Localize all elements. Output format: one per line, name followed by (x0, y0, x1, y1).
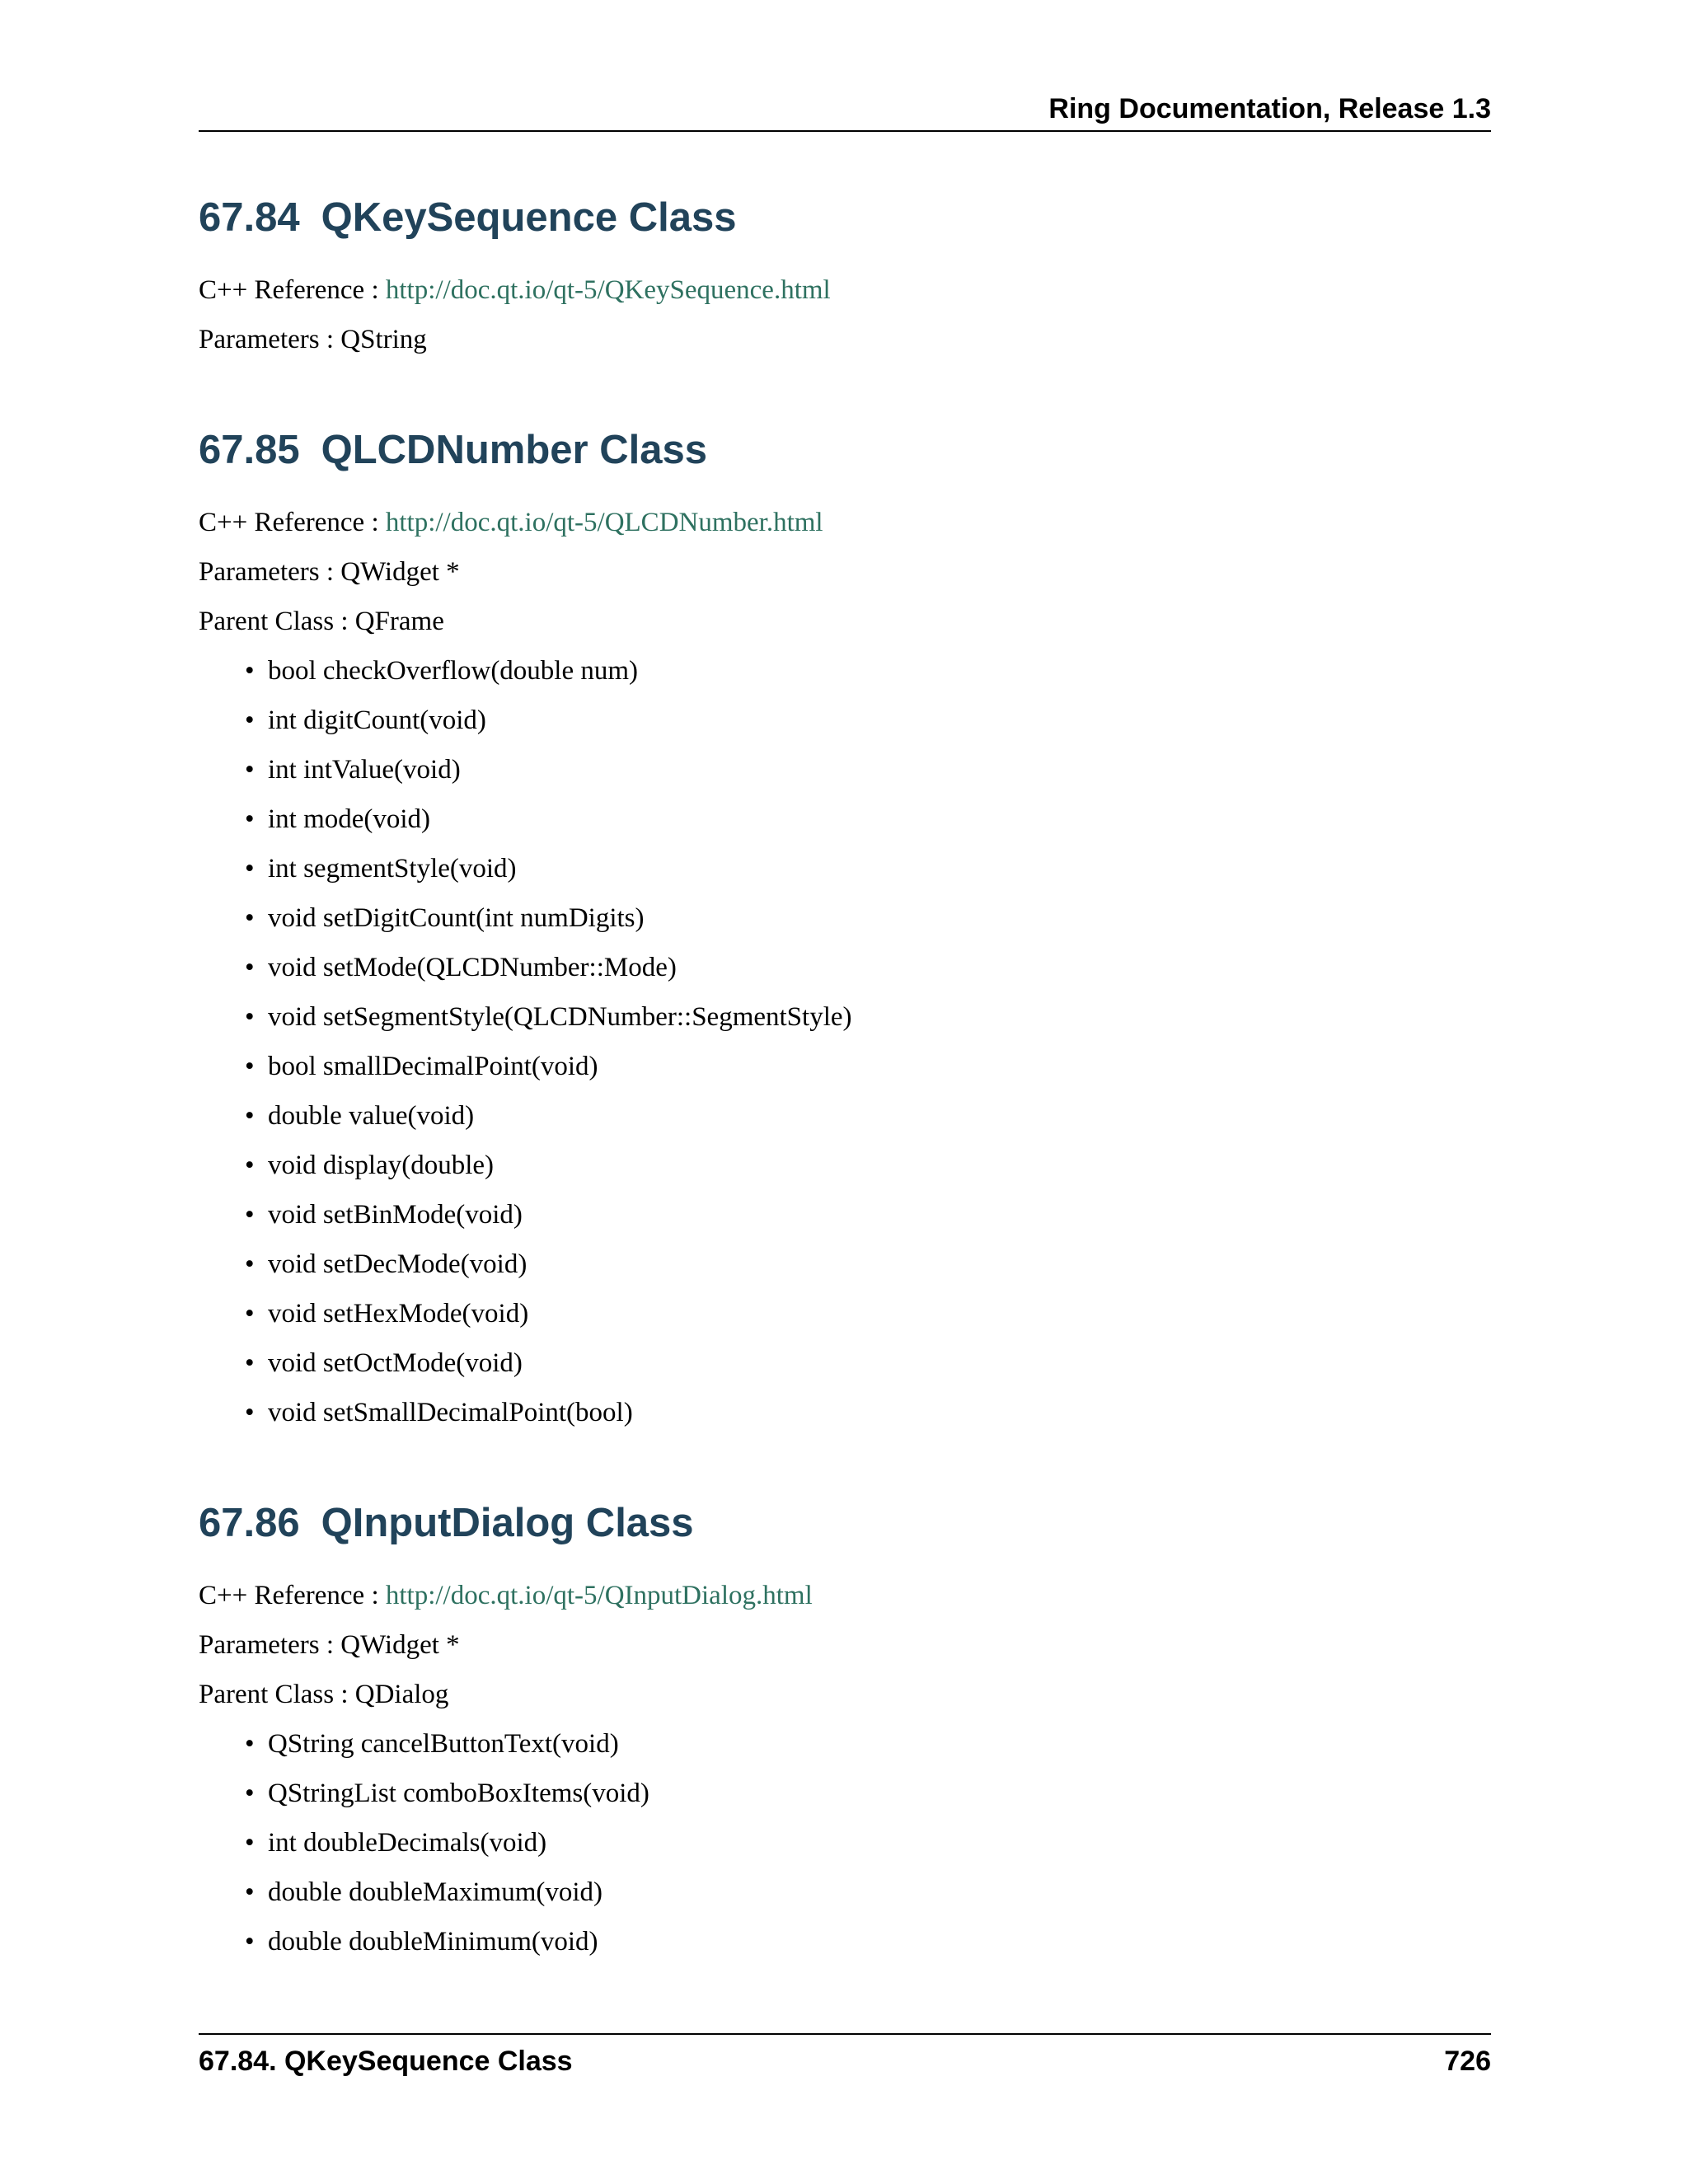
method-item (199, 902, 1491, 935)
reference-link[interactable]: http://doc.qt.io/qt-5/QKeySequence.html (385, 275, 831, 305)
bullet-icon: • (245, 1729, 255, 1759)
bullet-icon: • (245, 1779, 255, 1808)
parent-class-line: Parent Class : QFrame (199, 607, 444, 636)
method-item (199, 1198, 1491, 1231)
method-signature: void setSmallDecimalPoint(bool) (268, 1398, 633, 1427)
method-signature: QStringList comboBoxItems(void) (268, 1779, 649, 1808)
method-signature: int intValue(void) (268, 755, 461, 785)
method-item (199, 803, 1491, 836)
method-signature: int doubleDecimals(void) (268, 1828, 547, 1858)
bullet-icon: • (245, 1299, 255, 1329)
section-number: 67.85 (199, 428, 300, 472)
bullet-icon: • (245, 705, 255, 735)
method-item (199, 1396, 1491, 1429)
method-signature: void display(double) (268, 1151, 495, 1180)
bullet-icon: • (245, 804, 255, 834)
reference-link[interactable]: http://doc.qt.io/qt-5/QInputDialog.html (385, 1581, 813, 1610)
section-qinputdialog (199, 1495, 1491, 1958)
method-list (199, 654, 1491, 1429)
method-item (199, 1876, 1491, 1909)
bullet-icon: • (245, 1101, 255, 1131)
method-signature: double doubleMaximum(void) (268, 1877, 603, 1907)
method-signature: bool checkOverflow(double num) (268, 656, 639, 686)
section-title: QLCDNumber Class (321, 428, 707, 472)
method-item (199, 1347, 1491, 1380)
cpp-reference-line (199, 274, 1491, 307)
method-item (199, 951, 1491, 984)
method-item (199, 753, 1491, 786)
method-signature: int segmentStyle(void) (268, 854, 517, 883)
method-signature: bool smallDecimalPoint(void) (268, 1052, 598, 1081)
page-content (199, 190, 1491, 1958)
bullet-icon: • (245, 1052, 255, 1081)
method-item (199, 1001, 1491, 1033)
reference-label: C++ Reference : (199, 1581, 386, 1610)
method-item (199, 1248, 1491, 1281)
method-item (199, 1099, 1491, 1132)
bullet-icon: • (245, 854, 255, 883)
parent-class-line: Parent Class : QDialog (199, 1680, 449, 1709)
bullet-icon: • (245, 1828, 255, 1858)
method-signature: void setDecMode(void) (268, 1249, 528, 1279)
reference-label: C++ Reference : (199, 508, 386, 537)
section-qlcdnumber (199, 422, 1491, 1429)
section-heading (199, 190, 1491, 246)
section-qkeysequence (199, 190, 1491, 356)
section-number: 67.86 (199, 1501, 300, 1545)
method-item (199, 1925, 1491, 1958)
bullet-icon: • (245, 1002, 255, 1032)
parameters-line: Parameters : QWidget * (199, 557, 460, 587)
page-number: 726 (1444, 2046, 1491, 2077)
section-title: QKeySequence Class (321, 195, 737, 240)
method-signature: double value(void) (268, 1101, 475, 1131)
method-item (199, 1297, 1491, 1330)
method-signature: void setBinMode(void) (268, 1200, 523, 1230)
footer-section-title: 67.84. QKeySequence Class (199, 2046, 573, 2077)
bullet-icon: • (245, 656, 255, 686)
bullet-icon: • (245, 1348, 255, 1378)
method-signature: int mode(void) (268, 804, 431, 834)
method-signature: double doubleMinimum(void) (268, 1927, 598, 1957)
page-header (199, 89, 1491, 132)
parameters-line: Parameters : QWidget * (199, 1630, 460, 1660)
section-heading (199, 422, 1491, 478)
method-list (199, 1727, 1491, 1958)
method-item (199, 1826, 1491, 1859)
method-signature: int digitCount(void) (268, 705, 486, 735)
method-signature: void setDigitCount(int numDigits) (268, 903, 645, 933)
cpp-reference-line (199, 506, 1491, 539)
document-title: Ring Documentation, Release 1.3 (1048, 93, 1491, 124)
bullet-icon: • (245, 1927, 255, 1957)
parameters-line: Parameters : QString (199, 325, 427, 354)
method-signature: void setHexMode(void) (268, 1299, 529, 1329)
reference-link[interactable]: http://doc.qt.io/qt-5/QLCDNumber.html (385, 508, 823, 537)
method-signature: void setSegmentStyle(QLCDNumber::SegmentStyle) (268, 1002, 852, 1032)
bullet-icon: • (245, 953, 255, 982)
reference-label: C++ Reference : (199, 275, 386, 305)
method-item (199, 1727, 1491, 1760)
bullet-icon: • (245, 1398, 255, 1427)
method-item (199, 1050, 1491, 1083)
bullet-icon: • (245, 1151, 255, 1180)
bullet-icon: • (245, 1877, 255, 1907)
method-item (199, 1777, 1491, 1810)
method-signature: void setOctMode(void) (268, 1348, 523, 1378)
bullet-icon: • (245, 1200, 255, 1230)
method-item (199, 1149, 1491, 1182)
section-number: 67.84 (199, 195, 300, 240)
method-item (199, 852, 1491, 885)
method-item (199, 654, 1491, 687)
method-item (199, 704, 1491, 737)
bullet-icon: • (245, 1249, 255, 1279)
cpp-reference-line (199, 1579, 1491, 1612)
bullet-icon: • (245, 755, 255, 785)
page-footer (199, 2033, 1491, 2084)
method-signature: void setMode(QLCDNumber::Mode) (268, 953, 677, 982)
section-heading (199, 1495, 1491, 1551)
bullet-icon: • (245, 903, 255, 933)
section-title: QInputDialog Class (321, 1501, 694, 1545)
method-signature: QString cancelButtonText(void) (268, 1729, 619, 1759)
